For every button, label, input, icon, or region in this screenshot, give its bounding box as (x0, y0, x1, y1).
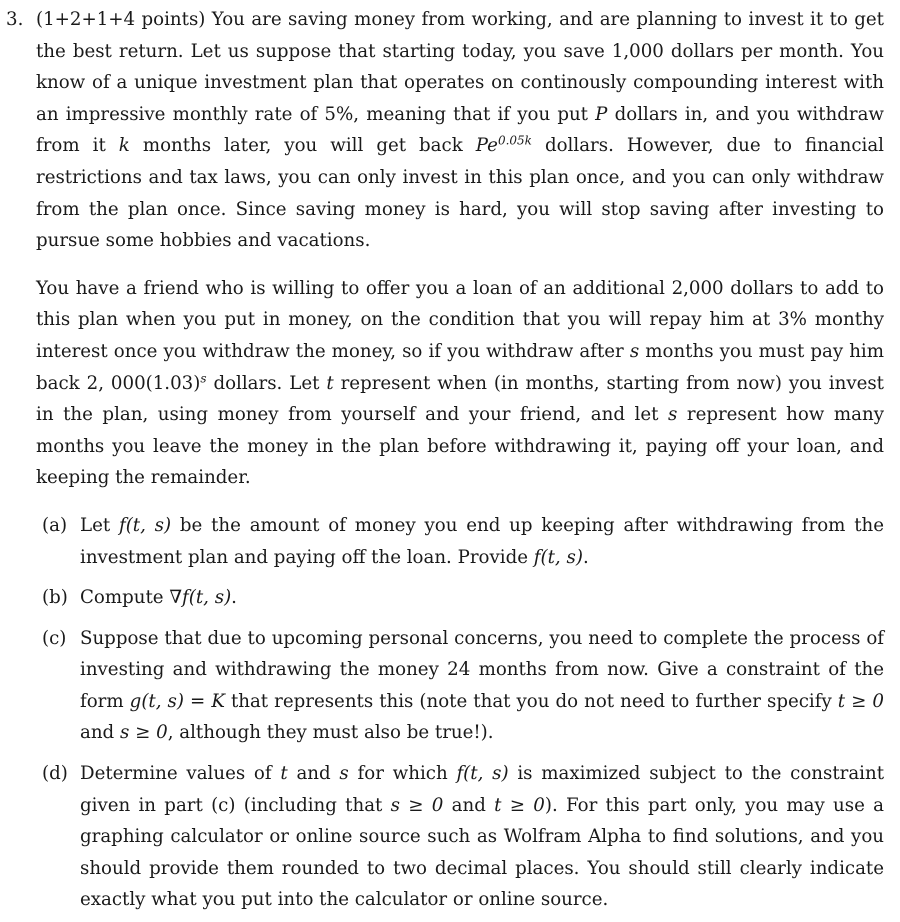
var-s-2: s (667, 404, 678, 426)
var-t: t (326, 372, 334, 394)
part-b-text (80, 582, 884, 614)
part-c-text (80, 623, 884, 749)
part-c-t3: and (80, 722, 120, 744)
part-a-t2: be the amount of money you end up keeping after withdrawing from the investment plan and paying off the loan. Provide (80, 514, 884, 568)
loan-text-5: represent how many months you leave the money in the plan before withdrawing it, paying off your loan, and keeping the remainder. (36, 404, 884, 489)
part-a-f: f (118, 514, 126, 536)
points-label: (1+2+1+4 points) (36, 9, 206, 30)
problem-number: 3. (6, 9, 24, 30)
expr-exponent (498, 134, 532, 148)
part-d-t4: is maximized subject to the constraint given in part (c) (including that (80, 763, 885, 816)
part-d-t1: Determine values of (80, 763, 281, 785)
part-c-c1: t ≥ 0 (837, 690, 884, 712)
part-d-vt: t (280, 763, 288, 785)
part-b-t2: . (231, 587, 237, 609)
part-d-c2: t ≥ 0 (494, 794, 545, 816)
part-b-label: (b) (42, 587, 68, 609)
part-d-c1: s ≥ 0 (390, 794, 444, 816)
loan-text-4: represent when (in months, starting from now) you invest in the plan, using money from yourself and your friend, and let (36, 372, 884, 426)
part-b-t1: Compute ∇ (80, 587, 183, 609)
part-b-args: (t, s) (188, 587, 232, 609)
part-d-vs: s (339, 763, 349, 785)
part-a-args: (t, s) (125, 514, 172, 536)
problem-intro-paragraph (36, 4, 884, 257)
part-a-text (80, 510, 884, 573)
part-c-label: (c) (42, 627, 67, 649)
part-b (36, 582, 884, 614)
var-P: P (595, 103, 608, 125)
part-b-f: f (182, 587, 189, 609)
part-d-t6: ). For this part only, you may use a graphing calculator or online source such as Wolfram Alpha to find solutions, and you should provide them rounded to two decimal places. You should still clearly indicate exactly what you put into the calculator or online source. (80, 794, 884, 911)
loan-text-3: dollars. Let (206, 372, 327, 394)
part-c-K: K (211, 690, 225, 712)
var-k: k (118, 135, 130, 157)
part-c-args: (t, s) (141, 690, 184, 712)
loan-paragraph (36, 273, 884, 494)
part-d-t5: and (443, 794, 495, 816)
var-s: s (629, 340, 640, 362)
part-d-args: (t, s) (463, 763, 509, 785)
subparts-list (36, 510, 884, 916)
intro-text-1: You are saving money from working, and are planning to invest it to get the best return. Let us suppose that starting today, you save 1,000 dollars per month. You know of a unique investment plan that operates on continously compounding interest with an impressive monthly rate of 5%, meaning that if you put (36, 9, 884, 125)
part-a (36, 510, 884, 573)
part-a-t1: Let (80, 514, 119, 536)
exponent-s: s (200, 370, 207, 385)
intro-text-3: months later, you will get back (129, 135, 476, 157)
part-a-args2: (t, s) (540, 546, 583, 568)
intro-text-2: dollars in, and you withdraw from it (36, 103, 884, 157)
part-c-t1: Suppose that due to upcoming personal concerns, you need to complete the process of investing and withdrawing the money 24 months from now. Give a constraint of the form (80, 627, 884, 712)
problem-3 (0, 4, 884, 916)
exponent-text: 0.05k (497, 133, 532, 148)
part-c-c2: s ≥ 0 (119, 722, 168, 744)
expr-Pe: Pe (475, 135, 498, 157)
part-c-g: g (129, 690, 142, 712)
loan-text-1: You have a friend who is willing to offer you a loan of an additional 2,000 dollars to add to this plan when you put in money, on the condition that you will repay him at 3% monthy interest once you withdraw the money, so if you withdraw after (36, 277, 884, 362)
part-c-t2: that represents this (note that you do not need to further specify (224, 690, 838, 712)
intro-text-4: dollars. However, due to financial restrictions and tax laws, you can only invest in this plan once, and you can only withdraw from the plan once. Since saving money is hard, you will stop saving after investing to pursue some hobbies and vacations. (36, 135, 885, 252)
part-d-t3: for which (348, 763, 457, 785)
part-d (36, 758, 884, 916)
part-c (36, 623, 884, 749)
part-d-label: (d) (42, 763, 68, 785)
part-a-label: (a) (42, 514, 68, 536)
loan-text-2: months you must pay him back 2, 000(1.03) (36, 340, 884, 394)
part-d-text (80, 758, 884, 916)
part-a-t3: . (582, 546, 589, 568)
part-d-f: f (456, 763, 464, 785)
part-c-t4: , although they must also be true!). (167, 722, 494, 744)
part-d-t2: and (287, 763, 340, 785)
part-a-f2: f (533, 546, 541, 568)
part-c-eq: = (183, 690, 212, 712)
